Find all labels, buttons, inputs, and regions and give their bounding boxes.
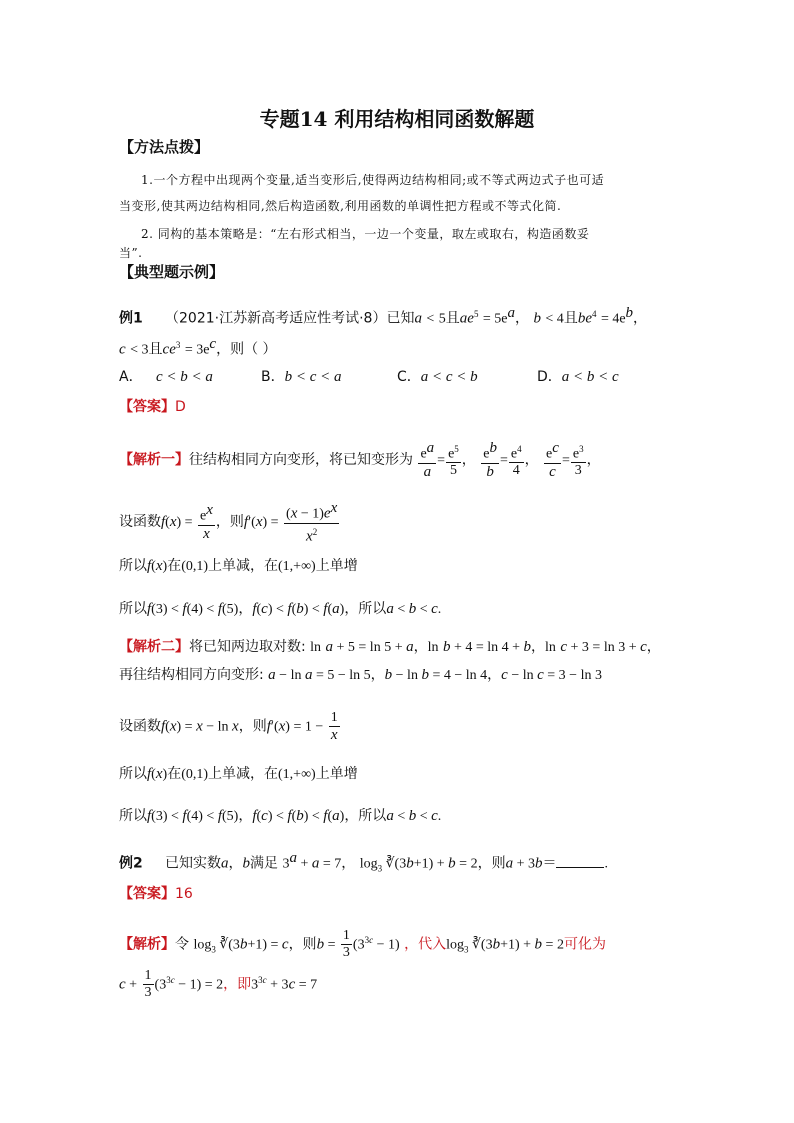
text: 上单减，在 (208, 558, 279, 574)
answer-value: 16 (175, 886, 193, 902)
solution-text: 再往结构相同方向变形: (119, 667, 264, 683)
page-title: 专题14 利用结构相同函数解题 (259, 107, 535, 131)
text: 已知实数 (165, 855, 222, 872)
text: ，即 (223, 976, 252, 993)
solution-tag: 【解析一】 (119, 451, 189, 468)
method-line-2: 当变形,使其两边结构相同,然后构造函数,利用函数的单调性把方程或不等式化简. (119, 199, 562, 213)
text: 所以 (119, 808, 147, 824)
text: 所以 (119, 601, 147, 617)
option-letter: D． (537, 369, 562, 385)
text: ，则 (288, 936, 317, 953)
solution-text: 往结构相同方向变形，将已知变形为 (189, 451, 413, 468)
text: ，所以 (344, 808, 387, 824)
option-letter: A． (119, 369, 143, 385)
example2-answer (119, 884, 193, 904)
join-text: 且 (563, 310, 578, 327)
text: 上单减，在 (208, 766, 279, 782)
example1-line2: c < 3且$ce^3 = 3e^c$，则（ ） (119, 336, 277, 358)
join-text: 且 (148, 341, 163, 358)
text: 上单增 (315, 558, 358, 574)
example2-line1: 例2 已知实数a，b满足 $3^a + a = 7$， $\log_3$ ∛(3b+1) + b = 2，则a + 3b＝ . (119, 850, 608, 874)
join-text: 且 (445, 310, 460, 327)
solution2-line3: 设函数f(x) = x − ln x，则f′(x) = 1 − $\frac{1}{x}$ (119, 710, 338, 743)
answer-value: D (175, 399, 186, 415)
text: ，则 (215, 514, 244, 531)
option-text: b < c < a (284, 369, 342, 385)
solution1-line1: 【解析一】往结构相同方向变形，将已知变形为 $\frac{e^a}{a}$ = $\frac{e^5}{5}$ ， $\frac{e^b}{b}$ = $\frac{e^4}{4}$ ， $\frac{e^c}{c}$ = $\frac{e^3}{3}$ ， (119, 440, 601, 480)
solution2-line2: 再往结构相同方向变形: a − ln a = 5 − ln 5，b − ln b = 4 − ln 4，c − ln c = 3 − ln 3 (119, 667, 602, 683)
text: ，则 (238, 718, 267, 735)
section-method: 【方法点拨】 (119, 138, 210, 156)
text: ＝ (542, 855, 557, 872)
answer-tag: 【答案】 (119, 399, 175, 415)
example2-solution-line1: 【解析】令 $\log_3$ ∛(3b+1) = c，则b = $\frac{1}{3}$ $(3^{3c} - 1)$ ，代入$\log_3$ ∛(3b+1) + b = 2可化为 (119, 928, 606, 960)
text: 设函数 (119, 718, 161, 735)
solution2-line1: 【解析二】将已知两边取对数: ln a + 5 = ln 5 + a，ln b + 4 = ln 4 + b，ln c + 3 = ln 3 + c， (119, 639, 661, 655)
solution-text: 将已知两边取对数: (189, 639, 306, 655)
solution2-line5: 所以f(3) < f(4) < f(5)，f(c) < f(b) < f(a)，所以a < b < c. (119, 808, 442, 824)
text: 可化为 (563, 936, 606, 953)
example1-label: 例1 (119, 310, 143, 327)
option-c[interactable] (397, 366, 478, 386)
text: 令 (175, 936, 189, 953)
answer-tag: 【答案】 (119, 886, 175, 902)
example2-solution-line2: c + $\frac{1}{3}$ $(3^{3c} - 1) = 2$，即$3^{3c} + 3c = 7$ (119, 968, 318, 1000)
method-line-1: 1.一个方程中出现两个变量,适当变形后,使得两边结构相同;或不等式两边式子也可适 (141, 173, 605, 187)
solution1-line3: 所以f(x)在(0,1)上单减，在(1,+∞)上单增 (119, 558, 358, 574)
option-letter: C． (397, 369, 421, 385)
question-tail: ，则（ ） (216, 341, 277, 358)
text: ，则 (477, 855, 506, 872)
example1-source: （2021·江苏新高考适应性考试·8）已知 (165, 310, 415, 327)
solution1-line2: 设函数f(x) = $\frac{e^x}{x}$ ，则f′(x) = $\frac{(x - 1)e^x}{x^2}$ (119, 500, 338, 545)
text: 在 (167, 766, 182, 782)
option-b[interactable] (261, 366, 342, 386)
option-d[interactable] (537, 366, 619, 386)
text: 上单增 (315, 766, 358, 782)
text: 所以 (119, 766, 147, 782)
text: ，所以 (344, 601, 387, 617)
section-examples: 【典型题示例】 (119, 263, 225, 281)
text: ，代入 (404, 936, 447, 953)
text: 设函数 (119, 514, 161, 531)
method-line-4: 当”. (119, 246, 143, 260)
solution-tag: 【解析二】 (119, 639, 189, 655)
example1-line1: 例1 （2021·江苏新高考适应性考试·8）已知a < 5且$ae^5 = 5e^a$， b < 4且$be^4 = 4e^b$， (119, 305, 648, 327)
method-line-3: 2. 同构的基本策略是：“左右形式相当，一边一个变量，取左或取右，构造函数妥 (141, 227, 590, 241)
option-letter: B． (261, 369, 285, 385)
text: 所以 (119, 558, 147, 574)
text: 在 (167, 558, 182, 574)
option-text: a < c < b (420, 369, 478, 385)
answer-blank[interactable] (556, 853, 604, 868)
option-text: c < b < a (155, 369, 213, 385)
example2-label: 例2 (119, 855, 143, 872)
example1-answer (119, 397, 186, 417)
solution2-line4: 所以f(x)在(0,1)上单减，在(1,+∞)上单增 (119, 766, 358, 782)
option-a[interactable] (119, 366, 213, 386)
solution-tag: 【解析】 (119, 936, 175, 953)
text: 满足 (250, 855, 279, 872)
solution1-line4: 所以f(3) < f(4) < f(5)，f(c) < f(b) < f(a)，所以a < b < c. (119, 601, 442, 617)
option-text: a < b < c (561, 369, 619, 385)
